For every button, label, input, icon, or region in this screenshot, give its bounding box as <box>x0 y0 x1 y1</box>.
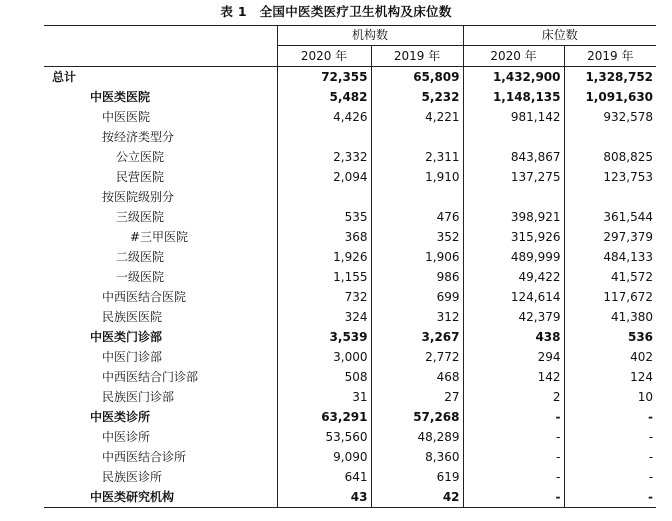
cell: 484,133 <box>564 247 656 267</box>
table-row <box>44 287 656 307</box>
row-label: 中医类研究机构 <box>44 487 277 508</box>
row-label: 一级医院 <box>116 270 165 284</box>
row-label: 中西医结合诊所 <box>102 450 187 464</box>
cell: 932,578 <box>564 107 656 127</box>
cell: 41,572 <box>564 267 656 287</box>
cell: 4,426 <box>277 107 371 127</box>
cell: - <box>463 427 564 447</box>
row-label: 中西医结合医院 <box>102 290 187 304</box>
table-row <box>44 127 656 147</box>
table-row <box>44 87 656 107</box>
table-row <box>44 147 656 167</box>
cell: - <box>463 407 564 427</box>
cell: 3,000 <box>277 347 371 367</box>
table-row <box>44 227 656 247</box>
header-year: 2019 年 <box>371 46 463 67</box>
cell: 808,825 <box>564 147 656 167</box>
cell: 2,332 <box>277 147 371 167</box>
row-label: 民族医诊所 <box>102 470 163 484</box>
row-label: 按经济类型分 <box>102 130 175 144</box>
row-label: 按医院级别分 <box>102 190 175 204</box>
cell: 398,921 <box>463 207 564 227</box>
cell: 297,379 <box>564 227 656 247</box>
cell: 43 <box>277 487 371 508</box>
header-year: 2019 年 <box>564 46 656 67</box>
cell: 294 <box>463 347 564 367</box>
table-row <box>44 367 656 387</box>
cell <box>564 127 656 147</box>
cell: 42 <box>371 487 463 508</box>
table-row <box>44 347 656 367</box>
cell: 41,380 <box>564 307 656 327</box>
cell: 2,311 <box>371 147 463 167</box>
row-label: 三级医院 <box>116 210 165 224</box>
table-row <box>44 67 656 88</box>
cell: 137,275 <box>463 167 564 187</box>
cell: 49,422 <box>463 267 564 287</box>
row-label: 中医门诊部 <box>102 350 163 364</box>
cell: - <box>564 467 656 487</box>
cell: 27 <box>371 387 463 407</box>
header-institutions: 机构数 <box>277 26 463 46</box>
cell: 641 <box>277 467 371 487</box>
cell: 619 <box>371 467 463 487</box>
cell <box>371 187 463 207</box>
row-label: 总计 <box>52 70 77 84</box>
cell: 1,910 <box>371 167 463 187</box>
cell: 1,906 <box>371 247 463 267</box>
cell: 986 <box>371 267 463 287</box>
cell: 1,155 <box>277 267 371 287</box>
cell: 402 <box>564 347 656 367</box>
cell: 2,094 <box>277 167 371 187</box>
cell: - <box>463 447 564 467</box>
cell: 1,148,135 <box>463 87 564 107</box>
table-row <box>44 407 656 427</box>
table-title: 表 1 全国中医类医疗卫生机构及床位数 <box>220 4 452 19</box>
table-row <box>44 247 656 267</box>
cell: 2 <box>463 387 564 407</box>
cell: 1,328,752 <box>564 67 656 88</box>
cell: 57,268 <box>371 407 463 427</box>
cell: 63,291 <box>277 407 371 427</box>
row-label: 中医类门诊部 <box>90 330 163 344</box>
cell: 31 <box>277 387 371 407</box>
cell: 508 <box>277 367 371 387</box>
cell: 368 <box>277 227 371 247</box>
table-row <box>44 427 656 447</box>
row-label: 民营医院 <box>116 170 165 184</box>
cell <box>463 127 564 147</box>
cell: 1,432,900 <box>463 67 564 88</box>
cell: - <box>564 487 656 508</box>
header-beds: 床位数 <box>463 26 656 46</box>
table-row <box>44 167 656 187</box>
cell: 536 <box>564 327 656 347</box>
cell: 5,232 <box>371 87 463 107</box>
row-label: #三甲医院 <box>130 230 189 244</box>
cell: - <box>463 487 564 508</box>
cell: 843,867 <box>463 147 564 167</box>
cell <box>564 187 656 207</box>
cell: 3,267 <box>371 327 463 347</box>
cell: 1,926 <box>277 247 371 267</box>
cell: - <box>564 447 656 467</box>
cell: 10 <box>564 387 656 407</box>
table-row <box>44 387 656 407</box>
cell: 117,672 <box>564 287 656 307</box>
header-row-groups <box>44 26 656 46</box>
table-row <box>44 267 656 287</box>
table-row <box>44 207 656 227</box>
cell: 124 <box>564 367 656 387</box>
table-row <box>44 187 656 207</box>
row-label: 公立医院 <box>116 150 165 164</box>
cell: 65,809 <box>371 67 463 88</box>
header-row-years <box>44 46 656 67</box>
table-row <box>44 487 656 508</box>
cell: 42,379 <box>463 307 564 327</box>
header-blank <box>44 46 277 67</box>
cell: 8,360 <box>371 447 463 467</box>
cell: 732 <box>277 287 371 307</box>
cell: 699 <box>371 287 463 307</box>
cell <box>277 187 371 207</box>
cell: 352 <box>371 227 463 247</box>
cell: 315,926 <box>463 227 564 247</box>
cell: 3,539 <box>277 327 371 347</box>
table-row <box>44 107 656 127</box>
row-label: 民族医医院 <box>102 310 163 324</box>
cell: 9,090 <box>277 447 371 467</box>
row-label: 民族医门诊部 <box>102 390 175 404</box>
cell: 53,560 <box>277 427 371 447</box>
cell: 312 <box>371 307 463 327</box>
cell: 324 <box>277 307 371 327</box>
cell: - <box>564 427 656 447</box>
cell <box>371 127 463 147</box>
cell: 361,544 <box>564 207 656 227</box>
header-year: 2020 年 <box>463 46 564 67</box>
table-row <box>44 467 656 487</box>
cell: 4,221 <box>371 107 463 127</box>
cell: 1,091,630 <box>564 87 656 107</box>
cell: 124,614 <box>463 287 564 307</box>
row-label: 中西医结合门诊部 <box>102 370 199 384</box>
table-row <box>44 447 656 467</box>
row-label: 中医诊所 <box>102 430 151 444</box>
cell: - <box>463 467 564 487</box>
cell: 123,753 <box>564 167 656 187</box>
header-year: 2020 年 <box>277 46 371 67</box>
cell: 72,355 <box>277 67 371 88</box>
cell <box>277 127 371 147</box>
cell: 981,142 <box>463 107 564 127</box>
cell: 476 <box>371 207 463 227</box>
cell: 5,482 <box>277 87 371 107</box>
cell: 48,289 <box>371 427 463 447</box>
cell: 438 <box>463 327 564 347</box>
cell: 489,999 <box>463 247 564 267</box>
row-label: 中医医院 <box>102 110 151 124</box>
table-row <box>44 327 656 347</box>
cell: 535 <box>277 207 371 227</box>
row-label: 中医类诊所 <box>90 410 151 424</box>
data-table <box>44 25 656 508</box>
header-blank <box>44 26 277 46</box>
cell: 468 <box>371 367 463 387</box>
row-label: 中医类医院 <box>90 90 151 104</box>
row-label: 二级医院 <box>116 250 165 264</box>
cell: 2,772 <box>371 347 463 367</box>
table-row <box>44 307 656 327</box>
cell <box>463 187 564 207</box>
cell: 142 <box>463 367 564 387</box>
cell: - <box>564 407 656 427</box>
